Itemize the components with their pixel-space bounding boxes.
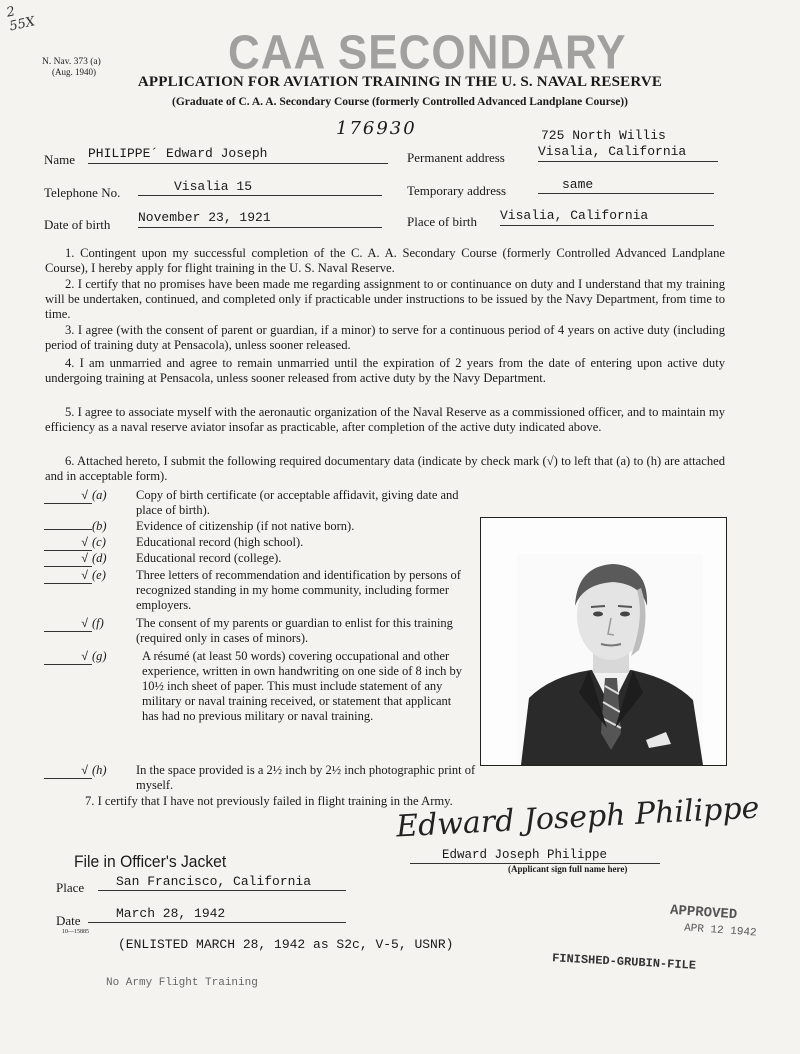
item-text: Educational record (high school). <box>136 535 304 549</box>
item-letter: (f) <box>92 616 104 630</box>
applicant-photo-frame <box>480 517 727 766</box>
form-title: APPLICATION FOR AVIATION TRAINING IN THE U. S. NAVAL RESERVE <box>137 74 663 90</box>
item-letter: (e) <box>92 568 106 582</box>
check-mark: √ <box>44 763 92 779</box>
check-mark: √ <box>44 616 92 632</box>
telephone-label: Telephone No. <box>44 185 121 200</box>
no-army-note: No Army Flight Training <box>106 977 258 989</box>
check-mark: √ <box>44 535 92 551</box>
check-mark: √ <box>44 568 92 584</box>
paragraph-2: 2. I certify that no promises have been made me regarding assignment to or continuance on duty and I understand that my training will be undertaken, continued, and completed only if practicable under instructions to be issued by the Navy Department, from time to time. <box>45 277 725 322</box>
form-subtitle: (Graduate of C. A. A. Secondary Course (formerly Controlled Advanced Landplane Course)) <box>172 96 628 108</box>
name-label: Name <box>44 152 76 167</box>
temporary-address-field: same <box>538 177 714 194</box>
applicant-signature: Edward Joseph Philippe <box>395 790 761 845</box>
date-of-birth-label: Date of birth <box>44 217 111 232</box>
checklist-item-a <box>44 488 459 517</box>
check-mark: √ <box>44 551 92 567</box>
item-letter: (c) <box>92 535 106 549</box>
paragraph-1: 1. Contingent upon my successful completion of the C. A. A. Secondary Course (formerly Controlled Advanced Landplane Course), I hereby apply for flight training in the U. S. Naval Reserve. <box>45 246 725 276</box>
applicant-photo <box>481 518 726 765</box>
permanent-address-line1: 725 North Willis <box>541 128 666 143</box>
telephone-field: Visalia 15 <box>138 179 382 196</box>
place-of-birth-field: Visalia, California <box>500 208 714 226</box>
date-of-birth-field: November 23, 1921 <box>138 210 382 228</box>
checklist-item-d <box>44 551 282 567</box>
place-of-birth-label: Place of birth <box>407 214 478 229</box>
caa-secondary-stamp: CAA SECONDARY <box>228 25 627 80</box>
margin-annotation: 2 55X <box>5 4 37 35</box>
item-text: In the space provided is a 2½ inch by 2½ inch photographic print of myself. <box>136 763 476 792</box>
form-footer-code: 10—15885 <box>62 929 89 935</box>
typed-name: Edward Joseph Philippe <box>410 848 660 864</box>
item-letter: (h) <box>92 763 107 777</box>
form-number: N. Nav. 373 (a) <box>42 57 101 67</box>
checklist-item-b <box>44 519 355 534</box>
check-mark: √ <box>44 488 92 504</box>
form-revision: (Aug. 1940) <box>52 67 96 77</box>
checklist-item-c <box>44 535 304 551</box>
checklist-item-h <box>44 763 476 792</box>
place-label: Place <box>56 880 85 895</box>
item-text: The consent of my parents or guardian to enlist for this training (required only in cases of minors). <box>136 616 453 645</box>
checklist-item-f <box>44 616 453 645</box>
paragraph-5: 5. I agree to associate myself with the aeronautic organization of the Naval Reserve as a commissioned officer, and to maintain my efficiency as a naval reserve aviator insofar as practicable, after completion of the active duty indicated above. <box>45 405 725 435</box>
paragraph-3: 3. I agree (with the consent of parent or guardian, if a minor) to serve for a continuous period of 4 years on active duty (including period of training duty at Pensacola), unless sooner released. <box>45 323 725 353</box>
paragraph-7: 7. I certify that I have not previously failed in flight training in the Army. <box>85 794 453 808</box>
checklist-item-g <box>44 649 463 723</box>
check-mark: √ <box>44 649 92 665</box>
item-text: A résumé (at least 50 words) covering occupational and other experience, written in own handwriting on one side of 8 inch by 10½ inch sheet of paper. This must include statement of any military or naval training received, or statement that applicant has had no previous military or naval training. <box>142 649 463 723</box>
name-field: PHILIPPE´ Edward Joseph <box>88 146 388 164</box>
place-field: San Francisco, California <box>98 874 346 891</box>
paragraph-4: 4. I am unmarried and agree to remain unmarried until the expiration of 2 years from the date of entering upon active duty undergoing training at Pensacola, unless sooner released from active duty by the Navy Department. <box>45 356 725 386</box>
finished-stamp: FINISHED-GRUBIN-FILE <box>551 951 697 973</box>
check-mark <box>44 529 92 530</box>
file-note: File in Officer's Jacket <box>74 852 227 871</box>
item-letter: (a) <box>92 488 107 502</box>
file-number: 176930 <box>336 118 417 139</box>
item-text: Evidence of citizenship (if not native born). <box>136 519 355 533</box>
temporary-address-label: Temporary address <box>407 183 507 198</box>
item-letter: (b) <box>92 519 107 533</box>
item-text: Three letters of recommendation and identification by persons of recognized standing in my home community, including former employers. <box>136 568 461 612</box>
approved-stamp: APPROVED <box>669 902 738 924</box>
approved-stamp-date: APR 12 1942 <box>683 922 757 940</box>
date-label: Date <box>56 913 81 928</box>
item-text: Copy of birth certificate (or acceptable affidavit, giving date and place of birth). <box>136 488 459 517</box>
checklist-item-e <box>44 568 461 612</box>
paragraph-6: 6. Attached hereto, I submit the following required documentary data (indicate by check mark (√) to left that (a) to (h) are attached and in acceptable form). <box>45 454 725 484</box>
item-text: Educational record (college). <box>136 551 282 565</box>
permanent-address-label: Permanent address <box>407 150 505 165</box>
permanent-address-line2: Visalia, California <box>538 144 718 162</box>
enlisted-note: (ENLISTED MARCH 28, 1942 as S2c, V-5, USNR) <box>118 937 454 952</box>
item-letter: (g) <box>92 649 107 663</box>
date-field: March 28, 1942 <box>88 906 346 923</box>
signature-caption: (Applicant sign full name here) <box>508 864 628 874</box>
item-letter: (d) <box>92 551 107 565</box>
